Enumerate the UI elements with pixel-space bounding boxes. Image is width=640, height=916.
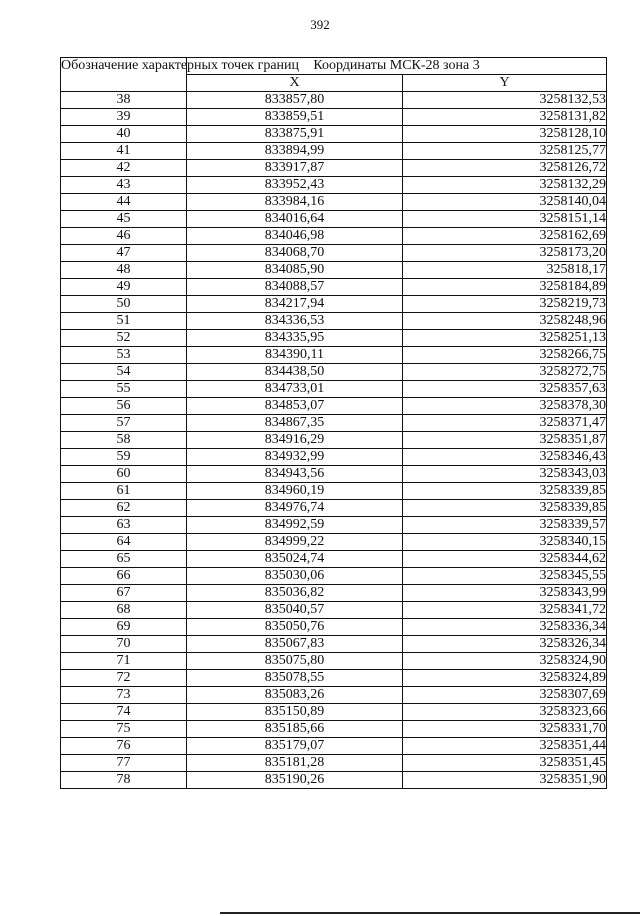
- point-number-cell: 67: [61, 585, 187, 602]
- point-number-cell: 61: [61, 483, 187, 500]
- x-coordinate-cell: 834390,11: [187, 347, 403, 364]
- y-coordinate-cell: 3258307,69: [403, 687, 607, 704]
- x-coordinate-cell: 835181,28: [187, 755, 403, 772]
- x-coordinate-cell: 834438,50: [187, 364, 403, 381]
- table-row: [61, 143, 607, 160]
- point-number-cell: 64: [61, 534, 187, 551]
- y-column-header: Y: [403, 75, 607, 92]
- table-row: [61, 398, 607, 415]
- point-number-cell: 68: [61, 602, 187, 619]
- point-number-cell: 55: [61, 381, 187, 398]
- x-coordinate-cell: 833857,80: [187, 92, 403, 109]
- point-number-cell: 40: [61, 126, 187, 143]
- point-number-cell: 52: [61, 330, 187, 347]
- x-coordinate-cell: 835030,06: [187, 568, 403, 585]
- point-number-cell: 65: [61, 551, 187, 568]
- table-row: [61, 636, 607, 653]
- point-number-cell: 38: [61, 92, 187, 109]
- x-coordinate-cell: 834932,99: [187, 449, 403, 466]
- point-number-cell: 66: [61, 568, 187, 585]
- x-coordinate-cell: 834336,53: [187, 313, 403, 330]
- y-coordinate-cell: 3258219,73: [403, 296, 607, 313]
- table-row: [61, 704, 607, 721]
- y-coordinate-cell: 3258326,34: [403, 636, 607, 653]
- y-coordinate-cell: 3258336,34: [403, 619, 607, 636]
- point-number-cell: 59: [61, 449, 187, 466]
- x-coordinate-cell: 834335,95: [187, 330, 403, 347]
- point-number-cell: 71: [61, 653, 187, 670]
- point-number-cell: 49: [61, 279, 187, 296]
- x-coordinate-cell: 835050,76: [187, 619, 403, 636]
- table-row: [61, 245, 607, 262]
- y-coordinate-cell: 3258132,53: [403, 92, 607, 109]
- x-coordinate-cell: 833894,99: [187, 143, 403, 160]
- point-number-cell: 50: [61, 296, 187, 313]
- x-coordinate-cell: 833875,91: [187, 126, 403, 143]
- x-coordinate-cell: 834867,35: [187, 415, 403, 432]
- point-number-cell: 56: [61, 398, 187, 415]
- table-row: [61, 92, 607, 109]
- x-coordinate-cell: 834733,01: [187, 381, 403, 398]
- point-number-cell: 43: [61, 177, 187, 194]
- table-row: [61, 279, 607, 296]
- table-row: [61, 177, 607, 194]
- point-number-cell: 63: [61, 517, 187, 534]
- point-number-cell: 57: [61, 415, 187, 432]
- x-coordinate-cell: 835078,55: [187, 670, 403, 687]
- point-number-cell: 42: [61, 160, 187, 177]
- x-coordinate-cell: 835040,57: [187, 602, 403, 619]
- point-number-cell: 72: [61, 670, 187, 687]
- table-row: [61, 109, 607, 126]
- y-coordinate-cell: 3258140,04: [403, 194, 607, 211]
- y-coordinate-cell: 3258132,29: [403, 177, 607, 194]
- x-coordinate-cell: 833917,87: [187, 160, 403, 177]
- x-coordinate-cell: 835067,83: [187, 636, 403, 653]
- point-number-cell: 45: [61, 211, 187, 228]
- point-number-cell: 51: [61, 313, 187, 330]
- table-row: [61, 415, 607, 432]
- y-coordinate-cell: 3258272,75: [403, 364, 607, 381]
- point-number-cell: 62: [61, 500, 187, 517]
- table-row: [61, 687, 607, 704]
- x-coordinate-cell: 835083,26: [187, 687, 403, 704]
- table-row: [61, 534, 607, 551]
- y-coordinate-cell: 3258344,62: [403, 551, 607, 568]
- table-row: [61, 670, 607, 687]
- point-number-cell: 46: [61, 228, 187, 245]
- point-number-cell: 78: [61, 772, 187, 789]
- table-row: [61, 585, 607, 602]
- point-number-cell: 53: [61, 347, 187, 364]
- table-row: [61, 160, 607, 177]
- coordinates-table: [60, 57, 607, 789]
- point-number-cell: 69: [61, 619, 187, 636]
- table-row: [61, 364, 607, 381]
- x-coordinate-cell: 835075,80: [187, 653, 403, 670]
- y-coordinate-cell: 3258378,30: [403, 398, 607, 415]
- y-coordinate-cell: 3258340,15: [403, 534, 607, 551]
- table-row: [61, 602, 607, 619]
- y-coordinate-cell: 325818,17: [403, 262, 607, 279]
- table-row: [61, 500, 607, 517]
- x-coordinate-cell: 834085,90: [187, 262, 403, 279]
- x-coordinate-cell: 834976,74: [187, 500, 403, 517]
- table-row: [61, 126, 607, 143]
- y-coordinate-cell: 3258162,69: [403, 228, 607, 245]
- x-coordinate-cell: 834068,70: [187, 245, 403, 262]
- y-coordinate-cell: 3258346,43: [403, 449, 607, 466]
- y-coordinate-cell: 3258343,99: [403, 585, 607, 602]
- x-coordinate-cell: 833952,43: [187, 177, 403, 194]
- point-number-cell: 39: [61, 109, 187, 126]
- x-coordinate-cell: 834853,07: [187, 398, 403, 415]
- x-coordinate-cell: 834088,57: [187, 279, 403, 296]
- y-coordinate-cell: 3258357,63: [403, 381, 607, 398]
- point-number-cell: 44: [61, 194, 187, 211]
- table-row: [61, 330, 607, 347]
- table-row: [61, 466, 607, 483]
- y-coordinate-cell: 3258341,72: [403, 602, 607, 619]
- table-row: [61, 296, 607, 313]
- y-coordinate-cell: 3258323,66: [403, 704, 607, 721]
- y-coordinate-cell: 3258345,55: [403, 568, 607, 585]
- table-row: [61, 313, 607, 330]
- x-coordinate-cell: 833859,51: [187, 109, 403, 126]
- x-coordinate-cell: 835150,89: [187, 704, 403, 721]
- y-coordinate-cell: 3258324,89: [403, 670, 607, 687]
- y-coordinate-cell: 3258125,77: [403, 143, 607, 160]
- table-row: [61, 483, 607, 500]
- x-coordinate-cell: 835024,74: [187, 551, 403, 568]
- x-coordinate-cell: 834046,98: [187, 228, 403, 245]
- table-body: [61, 92, 607, 789]
- y-coordinate-cell: 3258331,70: [403, 721, 607, 738]
- y-coordinate-cell: 3258371,47: [403, 415, 607, 432]
- point-number-cell: 70: [61, 636, 187, 653]
- x-coordinate-cell: 834016,64: [187, 211, 403, 228]
- y-coordinate-cell: 3258339,85: [403, 500, 607, 517]
- x-coordinate-cell: 833984,16: [187, 194, 403, 211]
- table-row: [61, 568, 607, 585]
- x-column-header: X: [187, 75, 403, 92]
- y-coordinate-cell: 3258248,96: [403, 313, 607, 330]
- point-number-cell: 73: [61, 687, 187, 704]
- x-coordinate-cell: 835036,82: [187, 585, 403, 602]
- point-number-cell: 60: [61, 466, 187, 483]
- table-row: [61, 619, 607, 636]
- y-coordinate-cell: 3258266,75: [403, 347, 607, 364]
- coordinates-group-header: Координаты МСК-28 зона 3: [187, 58, 607, 75]
- y-coordinate-cell: 3258251,13: [403, 330, 607, 347]
- x-coordinate-cell: 834960,19: [187, 483, 403, 500]
- table-row: [61, 721, 607, 738]
- x-coordinate-cell: 834943,56: [187, 466, 403, 483]
- table-row: [61, 653, 607, 670]
- y-coordinate-cell: 3258351,44: [403, 738, 607, 755]
- y-coordinate-cell: 3258339,57: [403, 517, 607, 534]
- table-row: [61, 228, 607, 245]
- table-row: [61, 551, 607, 568]
- x-coordinate-cell: 835185,66: [187, 721, 403, 738]
- y-coordinate-cell: 3258324,90: [403, 653, 607, 670]
- y-coordinate-cell: 3258351,87: [403, 432, 607, 449]
- point-number-cell: 47: [61, 245, 187, 262]
- x-coordinate-cell: 834999,22: [187, 534, 403, 551]
- point-number-cell: 41: [61, 143, 187, 160]
- y-coordinate-cell: 3258151,14: [403, 211, 607, 228]
- page-number: 392: [310, 17, 330, 32]
- table-row: [61, 738, 607, 755]
- y-coordinate-cell: 3258126,72: [403, 160, 607, 177]
- table-row: [61, 347, 607, 364]
- x-coordinate-cell: 834217,94: [187, 296, 403, 313]
- table-row: [61, 262, 607, 279]
- point-number-cell: 54: [61, 364, 187, 381]
- point-number-cell: 75: [61, 721, 187, 738]
- y-coordinate-cell: 3258343,03: [403, 466, 607, 483]
- table-row: [61, 517, 607, 534]
- x-coordinate-cell: 835179,07: [187, 738, 403, 755]
- point-number-cell: 77: [61, 755, 187, 772]
- y-coordinate-cell: 3258351,45: [403, 755, 607, 772]
- table-row: [61, 381, 607, 398]
- y-coordinate-cell: 3258131,82: [403, 109, 607, 126]
- table-row: [61, 211, 607, 228]
- x-coordinate-cell: 834916,29: [187, 432, 403, 449]
- y-coordinate-cell: 3258339,85: [403, 483, 607, 500]
- y-coordinate-cell: 3258184,89: [403, 279, 607, 296]
- y-coordinate-cell: 3258173,20: [403, 245, 607, 262]
- points-column-header: Обозначение характерных точек границ: [61, 58, 187, 92]
- point-number-cell: 48: [61, 262, 187, 279]
- table-row: [61, 432, 607, 449]
- x-coordinate-cell: 835190,26: [187, 772, 403, 789]
- point-number-cell: 74: [61, 704, 187, 721]
- y-coordinate-cell: 3258128,10: [403, 126, 607, 143]
- table-row: [61, 755, 607, 772]
- point-number-cell: 58: [61, 432, 187, 449]
- y-coordinate-cell: 3258351,90: [403, 772, 607, 789]
- table-row: [61, 772, 607, 789]
- table-row: [61, 449, 607, 466]
- table-row: [61, 194, 607, 211]
- point-number-cell: 76: [61, 738, 187, 755]
- bottom-rule: [220, 912, 640, 914]
- x-coordinate-cell: 834992,59: [187, 517, 403, 534]
